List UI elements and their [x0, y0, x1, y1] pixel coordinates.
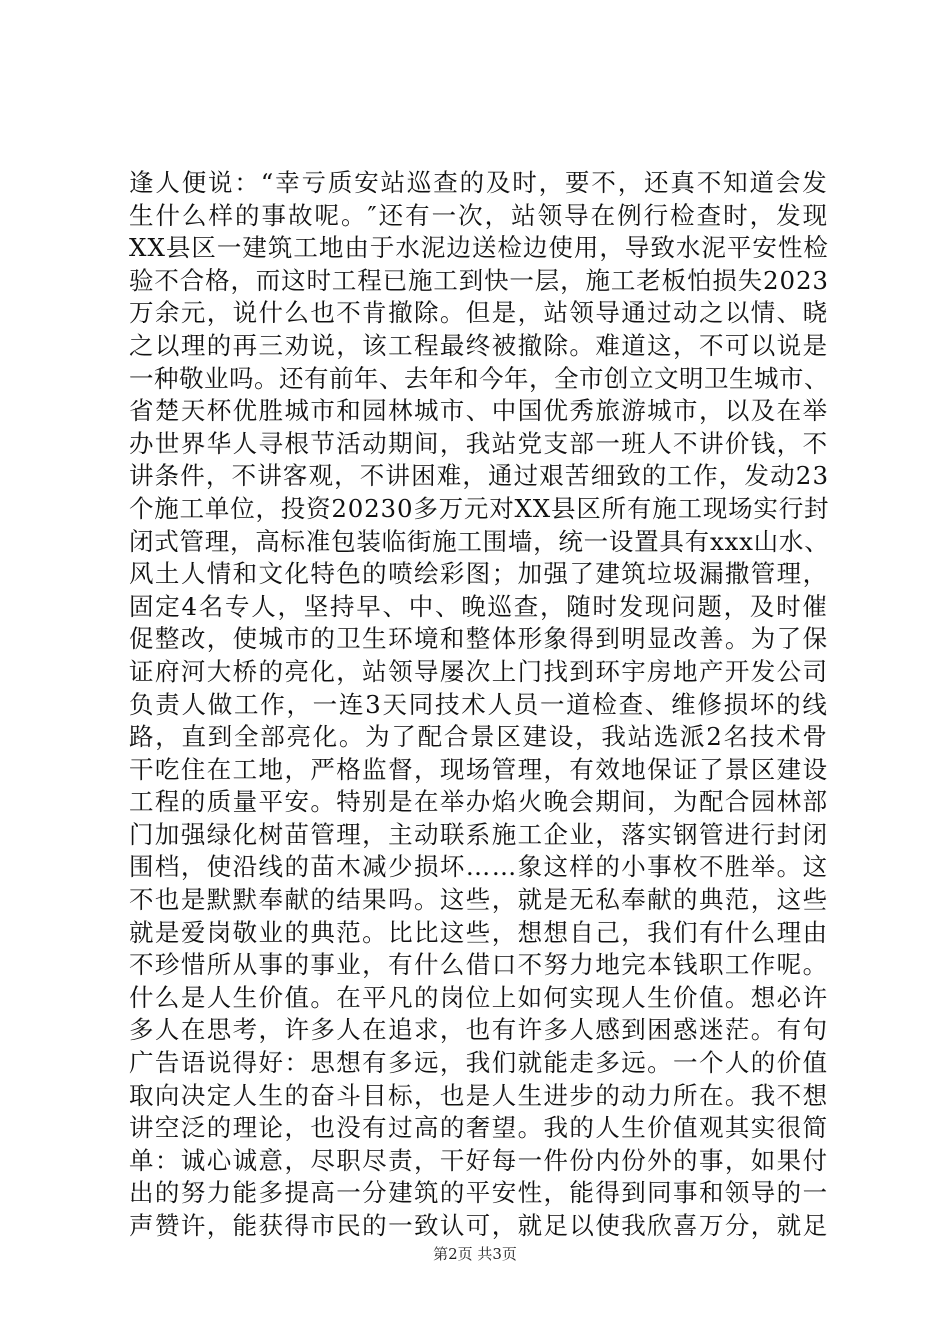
- text-line: XX县区一建筑工地由于水泥边送检边使用，导致水泥平安性检: [129, 233, 829, 263]
- text-line: 万余元，说什么也不肯撤除。但是，站领导通过动之以情、晓: [129, 298, 829, 328]
- text-line: 干吃住在工地，严格监督，现场管理，有效地保证了景区建设: [129, 754, 829, 784]
- text-line: 讲条件，不讲客观，不讲困难，通过艰苦细致的工作，发动23: [129, 461, 830, 491]
- body-text: [129, 167, 829, 1243]
- text-line: 围档，使沿线的苗木减少损坏……象这样的小事枚不胜举。这: [129, 852, 829, 882]
- text-line: 取向决定人生的奋斗目标，也是人生进步的动力所在。我不想: [129, 1080, 829, 1110]
- page-footer: 第2页 共3页: [433, 1245, 517, 1263]
- text-line: 声赞许，能获得市民的一致认可，就足以使我欣喜万分，就足: [129, 1211, 829, 1240]
- text-line: 证府河大桥的亮化，站领导屡次上门找到环宇房地产开发公司: [129, 656, 829, 686]
- text-line: 之以理的再三劝说，该工程最终被撤除。难道这，不可以说是: [129, 330, 829, 360]
- text-line: 风土人情和文化特色的喷绘彩图；加强了建筑垃圾漏撒管理，: [129, 559, 829, 589]
- text-line: 闭式管理，高标准包装临街施工围墙，统一设置具有xxx山水、: [129, 526, 830, 556]
- text-line: 促整改，使城市的卫生环境和整体形象得到明显改善。为了保: [129, 624, 829, 654]
- text-line: 工程的质量平安。特别是在举办焰火晚会期间，为配合园林部: [129, 787, 829, 817]
- text-line: 单：诚心诚意，尽职尽责，干好每一件份内份外的事，如果付: [129, 1145, 829, 1175]
- text-line: 负责人做工作，一连3天同技术人员一道检查、维修损坏的线: [129, 689, 829, 719]
- text-line: 省楚天杯优胜城市和园林城市、中国优秀旅游城市，以及在举: [129, 396, 829, 426]
- text-line: 个施工单位，投资20230多万元对XX县区所有施工现场实行封: [129, 493, 830, 523]
- text-line: 多人在思考，许多人在追求，也有许多人感到困惑迷茫。有句: [129, 1015, 829, 1045]
- text-line: 就是爱岗敬业的典范。比比这些，想想自己，我们有什么理由: [129, 917, 829, 947]
- text-line: 逢人便说：“幸亏质安站巡查的及时，要不，还真不知道会发: [129, 168, 829, 197]
- text-line: 办世界华人寻根节活动期间，我站党支部一班人不讲价钱，不: [129, 428, 829, 458]
- text-line: 不珍惜所从事的事业，有什么借口不努力地完本钱职工作呢。: [129, 950, 829, 980]
- text-line: 什么是人生价值。在平凡的岗位上如何实现人生价值。想必许: [129, 982, 829, 1012]
- text-line: 门加强绿化树苗管理，主动联系施工企业，落实钢管进行封闭: [129, 819, 829, 849]
- text-line: 不也是默默奉献的结果吗。这些，就是无私奉献的典范，这些: [129, 885, 829, 915]
- text-line: 出的努力能多提高一分建筑的平安性，能得到同事和领导的一: [129, 1178, 829, 1208]
- text-line: 固定4名专人，坚持早、中、晚巡查，随时发现问题，及时催: [129, 591, 829, 621]
- text-line: 广告语说得好：思想有多远，我们就能走多远。一个人的价值: [129, 1048, 829, 1078]
- text-line: 验不合格，而这时工程已施工到快一层，施工老板怕损失2023: [129, 265, 829, 295]
- text-line: 一种敬业吗。还有前年、去年和今年，全市创立文明卫生城市、: [129, 363, 829, 393]
- text-line: 路，直到全部亮化。为了配合景区建设，我站选派2名技术骨: [129, 722, 829, 752]
- text-line: 生什么样的事故呢。″还有一次，站领导在例行检查时，发现: [129, 200, 830, 230]
- text-line: 讲空泛的理论，也没有过高的奢望。我的人生价值观其实很简: [129, 1113, 829, 1143]
